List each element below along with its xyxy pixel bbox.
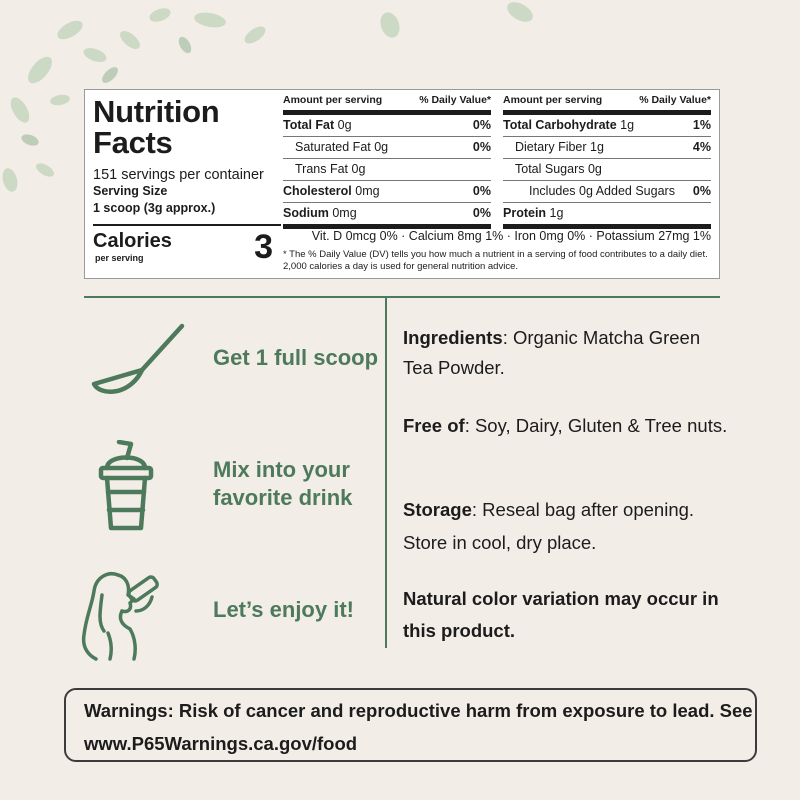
nutrient-label: Includes 0g Added Sugars — [529, 184, 675, 198]
header-daily-value: % Daily Value* — [639, 94, 711, 106]
nutrient-row-trans-fat — [283, 159, 491, 181]
nutrient-amount: 0mg — [332, 206, 357, 220]
serving-size-value: 1 scoop (3g approx.) — [93, 201, 216, 215]
nutrient-pct: 0% — [472, 184, 491, 198]
nutrient-pct: 4% — [692, 140, 711, 154]
nutrient-amount: 1g — [620, 118, 635, 132]
nutrition-title-line2: Facts — [93, 125, 173, 160]
nutrient-row-saturated-fat — [283, 137, 491, 159]
calories-block — [93, 228, 281, 268]
color-variation-note: Natural color variation may occur in this product. — [403, 588, 719, 641]
nutrient-label: Sodium — [283, 206, 329, 220]
calories-label: Calories — [93, 230, 172, 252]
nutrient-pct: 0% — [472, 118, 491, 132]
vitamins-minerals-line: Vit. D 0mcg 0% · Calcium 8mg 1% · Iron 0mg 0% · Potassium 27mg 1% — [311, 229, 711, 243]
nutrient-row-sodium — [283, 203, 491, 229]
nutrient-label: Total Sugars — [515, 162, 585, 176]
header-daily-value: % Daily Value* — [419, 94, 491, 106]
calories-sub-label: per serving — [95, 253, 144, 263]
warning-label: Warnings: — [84, 700, 174, 721]
nutrient-row-protein — [503, 203, 711, 229]
free-of-label: Free of — [403, 415, 465, 436]
nutrient-amount: 1g — [549, 206, 564, 220]
nutrient-pct: 1% — [692, 118, 711, 132]
nutrient-label: Protein — [503, 206, 547, 220]
nutrient-pct: 0% — [692, 184, 711, 198]
ingredients-label: Ingredients — [403, 327, 503, 348]
nutrient-label: Trans Fat — [295, 162, 349, 176]
nutrient-pct: 0% — [472, 140, 491, 154]
nutrient-row-dietary-fiber — [503, 137, 711, 159]
nutrient-row-total-fat — [283, 115, 491, 137]
woman-drinking-icon — [78, 565, 174, 661]
nutrient-label: Total Carbohydrate — [503, 118, 617, 132]
nutrient-label: Cholesterol — [283, 184, 352, 198]
nutrient-row-total-carbohydrate — [503, 115, 711, 137]
column-header — [503, 94, 711, 115]
ingredients-info — [403, 323, 733, 383]
drink-cup-icon — [97, 440, 155, 532]
nutrient-label: Total Fat — [283, 118, 335, 132]
step-get-scoop: Get 1 full scoop — [213, 345, 379, 370]
nutrient-pct: 0% — [472, 206, 491, 220]
serving-size-label: Serving Size — [93, 184, 168, 198]
warning-box — [64, 688, 757, 762]
nutrient-amount: 0g — [374, 140, 389, 154]
scoop-icon — [88, 318, 188, 398]
nutrient-column-left — [283, 94, 491, 229]
daily-value-footnote: * The % Daily Value (DV) tells you how much a nutrient in a serving of food contributes to a daily diet. 2,000 calories a day is used for general nutrition advice. — [283, 249, 708, 272]
free-of-text: : Soy, Dairy, Gluten & Tree nuts. — [464, 415, 728, 436]
nutrient-column-right — [503, 94, 711, 229]
step-enjoy: Let’s enjoy it! — [213, 597, 354, 622]
storage-text: : Reseal bag after opening. Store in cool, dry place. — [403, 499, 695, 553]
nutrient-amount: 0g — [337, 118, 352, 132]
nutrient-row-added-sugars — [503, 181, 711, 203]
nutrient-row-total-sugars — [503, 159, 711, 181]
nutrient-label: Dietary Fiber — [515, 140, 587, 154]
column-header — [283, 94, 491, 115]
nutrition-title — [93, 96, 281, 158]
header-amount: Amount per serving — [283, 94, 383, 106]
step-mix-drink: Mix into your favorite drink — [213, 457, 353, 510]
nutrition-title-line1: Nutrition — [93, 94, 220, 129]
nutrient-row-cholesterol — [283, 181, 491, 203]
nutrient-amount: 1g — [590, 140, 604, 154]
nutrition-summary — [93, 96, 281, 268]
servings-per-container: 151 servings per container — [93, 167, 264, 183]
storage-label: Storage — [403, 499, 472, 520]
warning-text: Risk of cancer and reproductive harm from exposure to lead. See www.P65Warnings.ca.gov/food — [84, 700, 753, 754]
nutrient-amount: 0mg — [355, 184, 380, 198]
nutrient-amount: 0g — [587, 162, 602, 176]
calories-value: 3 — [254, 228, 273, 266]
free-of-info — [403, 411, 733, 441]
ingredients-text: : Organic Matcha Green Tea Powder. — [403, 327, 701, 378]
storage-info — [403, 493, 733, 559]
nutrition-facts-panel — [84, 89, 720, 279]
nutrient-label: Saturated Fat — [295, 140, 371, 154]
calories-divider — [93, 224, 281, 226]
header-amount: Amount per serving — [503, 94, 603, 106]
nutrient-amount: 0g — [351, 162, 366, 176]
section-divider — [84, 296, 720, 298]
